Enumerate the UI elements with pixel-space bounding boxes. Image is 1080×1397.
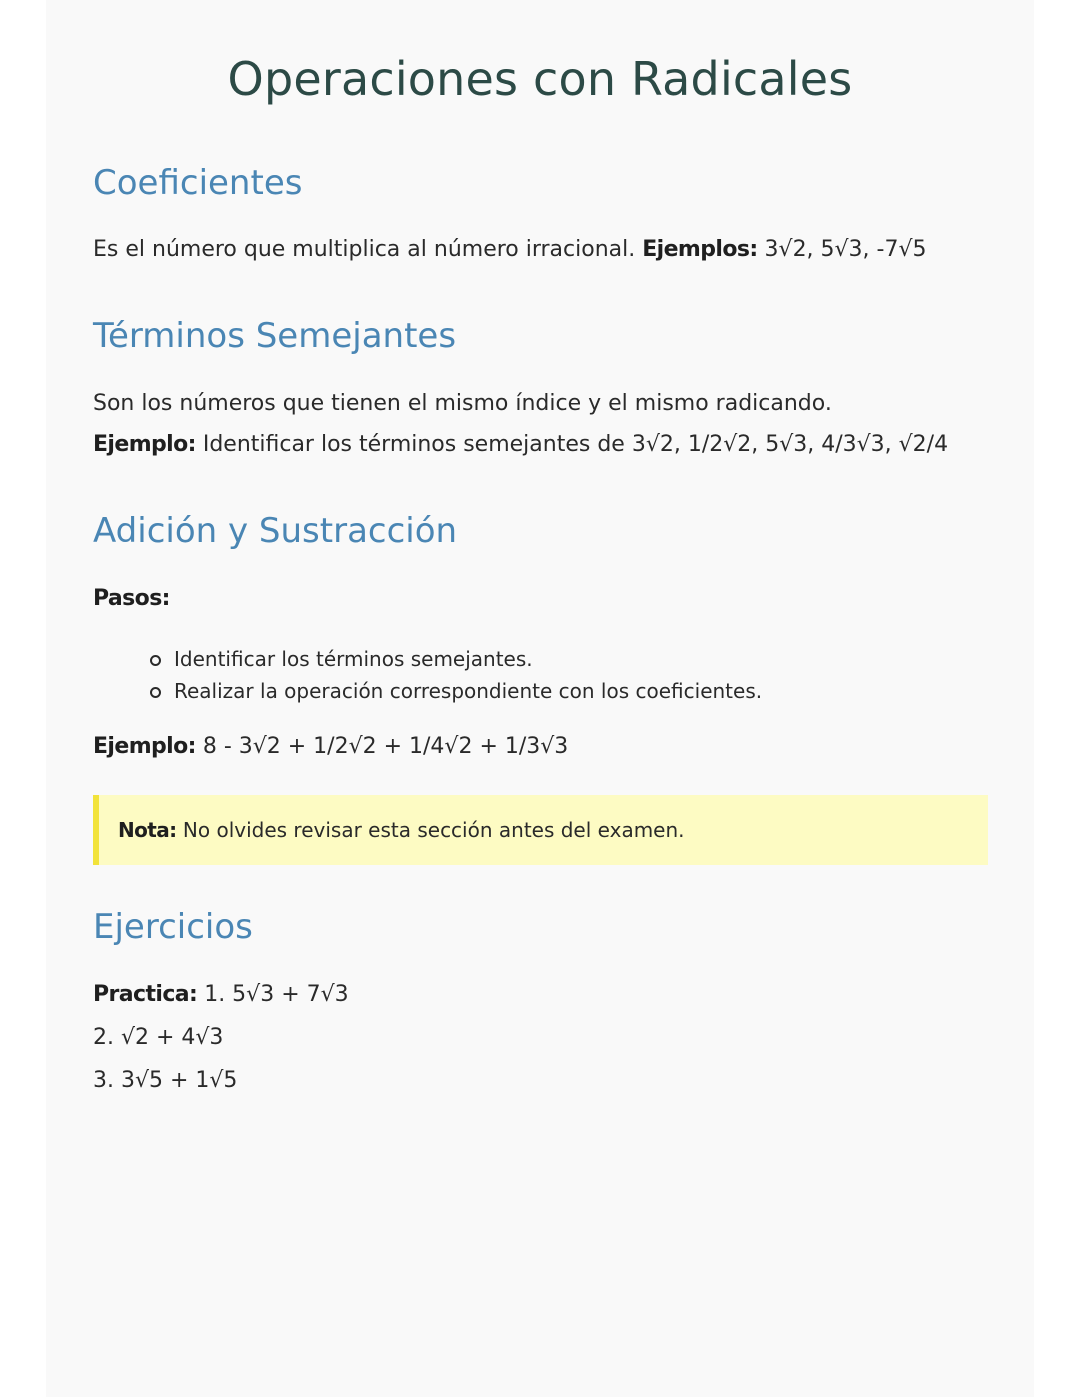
heading-terminos-semejantes: Términos Semejantes (93, 316, 457, 356)
note-text: No olvides revisar esta sección antes del examen. (182, 818, 685, 842)
note-content (118, 816, 685, 844)
coeficientes-definition: Es el número que multiplica al número irracional. (93, 237, 636, 262)
exercise-item: 3. 3√5 + 1√5 (93, 1068, 238, 1093)
terminos-example-value: Identificar los términos semejantes de 3√2, 1/2√2, 5√3, 4/3√3, √2/4 (202, 432, 949, 457)
steps-label: Pasos: (93, 586, 170, 611)
note-callout (93, 795, 988, 865)
note-label: Nota: (118, 818, 177, 842)
heading-adicion-sustraccion: Adición y Sustracción (93, 511, 458, 551)
heading-coeficientes: Coeficientes (93, 163, 303, 203)
bullet-circle-icon (150, 687, 161, 698)
terminos-example (93, 431, 948, 459)
adicion-example (93, 733, 568, 761)
bullet-circle-icon (150, 655, 161, 666)
list-item (150, 675, 762, 707)
page-title: Operaciones con Radicales (227, 52, 853, 106)
steps-list (150, 643, 762, 707)
coeficientes-paragraph (93, 236, 927, 264)
step-text: Realizar la operación correspondiente con los coeficientes. (174, 679, 763, 703)
coeficientes-example-value: 3√2, 5√3, -7√5 (764, 237, 927, 262)
adicion-example-label: Ejemplo: (93, 734, 196, 759)
exercise-item: 1. 5√3 + 7√3 (204, 982, 349, 1007)
document-page (46, 0, 1034, 1397)
list-item (150, 643, 762, 675)
step-text: Identificar los términos semejantes. (174, 647, 533, 671)
terminos-definition: Son los números que tienen el mismo índice y el mismo radicando. (93, 391, 832, 416)
practice-label: Practica: (93, 982, 198, 1007)
adicion-example-value: 8 - 3√2 + 1/2√2 + 1/4√2 + 1/3√3 (202, 734, 569, 759)
exercise-item: 2. √2 + 4√3 (93, 1025, 224, 1050)
exercise-line (93, 981, 349, 1009)
heading-ejercicios: Ejercicios (93, 907, 253, 947)
terminos-example-label: Ejemplo: (93, 432, 196, 457)
coeficientes-example-label: Ejemplos: (642, 237, 758, 262)
